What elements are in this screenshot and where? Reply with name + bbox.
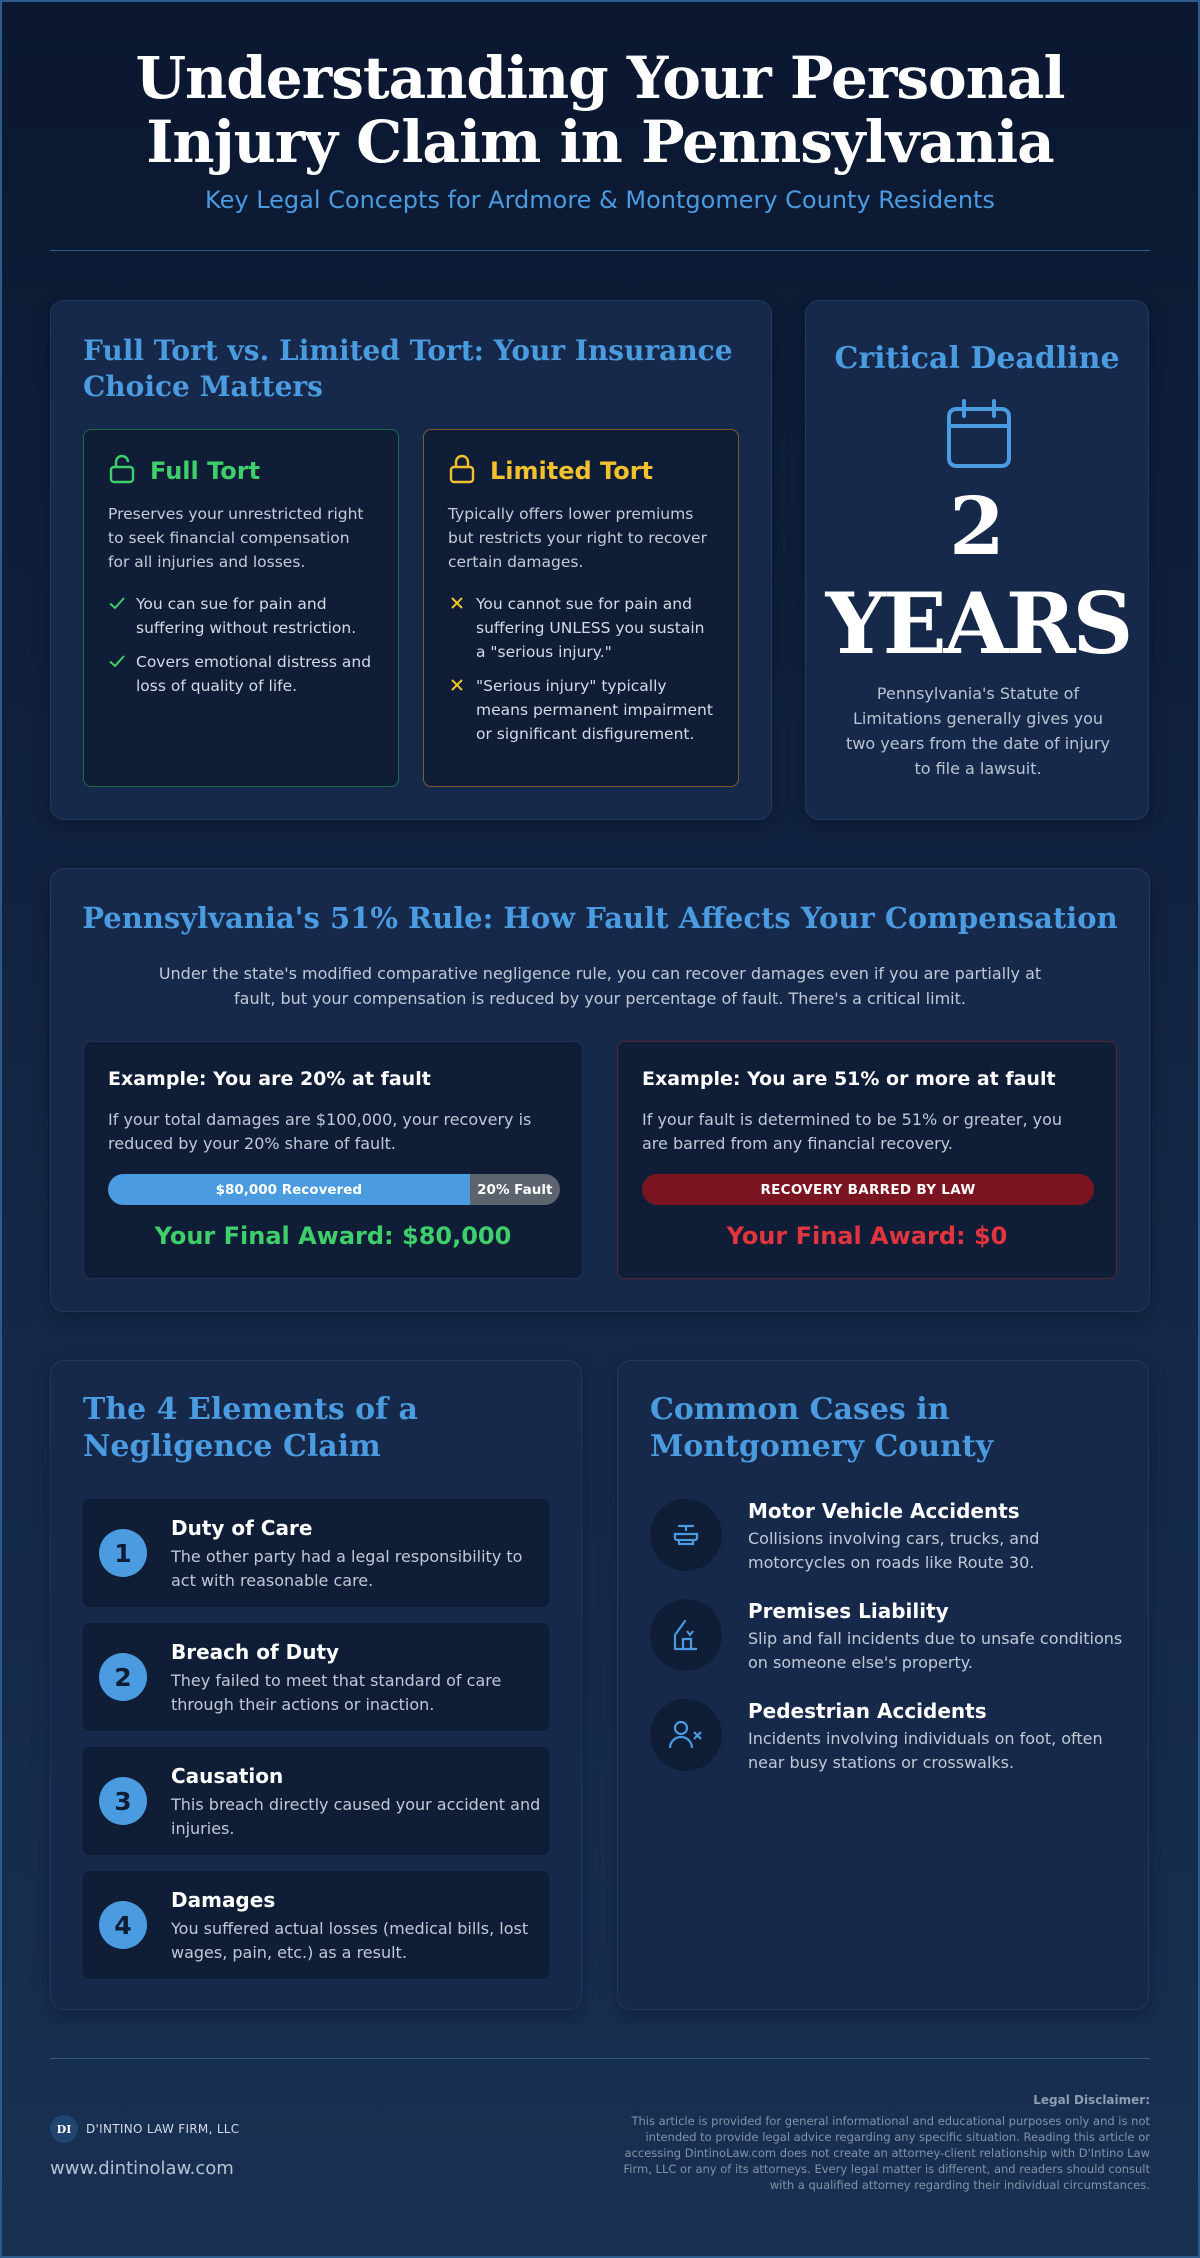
disclaimer-heading: Legal Disclaimer:	[1033, 2093, 1150, 2107]
element-description: This breach directly caused your accident and injuries.	[171, 1795, 541, 1838]
cases-title: Common Cases in Montgomery County	[650, 1392, 994, 1464]
case-description: Collisions involving cars, trucks, and motorcycles on roads like Route 30.	[748, 1529, 1040, 1572]
element-name: Causation	[171, 1764, 284, 1788]
fault-rule-intro: Under the state's modified comparative negligence rule, you can recover damages even if you are partially at fault, but your compensation is reduced by your percentage of fault. There's a critical limit.	[158, 964, 1042, 1008]
x-icon	[448, 592, 466, 664]
firm-name: D'INTINO LAW FIRM, LLC	[86, 2122, 240, 2136]
check-icon	[108, 592, 126, 640]
limited-tort-description: Typically offers lower premiums but restricts your right to recover certain damages.	[448, 505, 707, 571]
element-item	[83, 1871, 549, 1979]
example-20-heading: Example: You are 20% at fault	[108, 1068, 431, 1090]
example-51-card	[617, 1041, 1117, 1279]
calendar-icon	[946, 399, 1012, 473]
example-51-heading: Example: You are 51% or more at fault	[642, 1068, 1056, 1090]
elements-title: The 4 Elements of a Negligence Claim	[83, 1392, 418, 1464]
deadline-description: Pennsylvania's Statute of Limitations generally gives you two years from the date of injury to file a lawsuit.	[846, 684, 1110, 778]
wet-floor-icon	[650, 1599, 722, 1671]
element-description: They failed to meet that standard of care through their actions or inaction.	[171, 1671, 502, 1714]
full-tort-description: Preserves your unrestricted right to seek financial compensation for all injuries and losses.	[108, 505, 364, 571]
footer-divider	[50, 2058, 1150, 2059]
element-item	[83, 1747, 549, 1855]
page-title: Understanding Your Personal Injury Claim in Pennsylvania	[135, 44, 1065, 176]
element-description: The other party had a legal responsibility to act with reasonable care.	[171, 1547, 523, 1590]
limited-tort-bullet	[448, 674, 714, 746]
full-tort-bullet-text: Covers emotional distress and loss of quality of life.	[136, 653, 372, 695]
header-divider	[50, 250, 1150, 251]
full-tort-bullet	[108, 592, 374, 640]
pedestrian-icon	[650, 1699, 722, 1771]
element-name: Damages	[171, 1888, 276, 1912]
fault-segment: 20% Fault	[470, 1174, 560, 1205]
full-tort-card	[83, 429, 399, 787]
limited-tort-card	[423, 429, 739, 787]
case-item	[650, 1499, 1140, 1589]
elements-panel	[50, 1360, 582, 2010]
full-tort-bullet-text: You can sue for pain and suffering without restriction.	[136, 595, 357, 637]
element-name: Duty of Care	[171, 1516, 313, 1540]
case-name: Pedestrian Accidents	[748, 1699, 987, 1723]
cases-panel	[617, 1360, 1149, 2010]
deadline-title: Critical Deadline	[834, 341, 1120, 376]
page-subtitle: Key Legal Concepts for Ardmore & Montgomery County Residents	[205, 186, 995, 214]
recovered-segment: $80,000 Recovered	[108, 1174, 470, 1205]
website-link[interactable]: www.dintinolaw.com	[50, 2158, 234, 2179]
recovery-bar	[108, 1174, 560, 1205]
x-icon	[448, 674, 466, 746]
element-number: 1	[99, 1529, 147, 1577]
fault-rule-panel	[50, 868, 1150, 1312]
lock-icon	[448, 454, 476, 488]
element-number: 4	[99, 1901, 147, 1949]
example-20-text: If your total damages are $100,000, your recovery is reduced by your 20% share of fault.	[108, 1110, 532, 1153]
case-item	[650, 1699, 1140, 1789]
barred-bar	[642, 1174, 1094, 1205]
car-icon	[650, 1499, 722, 1571]
check-icon	[108, 650, 126, 698]
deadline-unit: YEARS	[825, 574, 1131, 673]
limited-tort-label: Limited Tort	[490, 457, 654, 485]
case-name: Motor Vehicle Accidents	[748, 1499, 1020, 1523]
element-number: 3	[99, 1777, 147, 1825]
deadline-panel	[805, 300, 1149, 820]
award-80000: Your Final Award: $80,000	[154, 1222, 512, 1250]
element-number: 2	[99, 1653, 147, 1701]
element-item	[83, 1499, 549, 1607]
case-name: Premises Liability	[748, 1599, 949, 1623]
award-zero: Your Final Award: $0	[726, 1222, 1008, 1250]
firm-logo[interactable]	[50, 2115, 239, 2143]
case-description: Slip and fall incidents due to unsafe conditions on someone else's property.	[748, 1629, 1123, 1672]
example-51-text: If your fault is determined to be 51% or greater, you are barred from any financial recovery.	[642, 1110, 1063, 1153]
element-name: Breach of Duty	[171, 1640, 340, 1664]
element-description: You suffered actual losses (medical bills, lost wages, pain, etc.) as a result.	[171, 1919, 529, 1962]
disclaimer-text: This article is provided for general informational and educational purposes only and is not intended to provide legal advice regarding any specific situation. Reading this article or accessing DintinoLaw.com does not create an attorney-client relationship with D'Intino Law Firm, LLC or any of its attorneys. Every legal matter is different, and readers should consult with a qualified attorney regarding their individual circumstances.	[623, 2114, 1150, 2192]
tort-comparison-panel	[50, 300, 772, 820]
full-tort-label: Full Tort	[150, 457, 261, 485]
element-item	[83, 1623, 549, 1731]
fault-rule-title: Pennsylvania's 51% Rule: How Fault Affects Your Compensation	[82, 901, 1118, 935]
limited-tort-bullet	[448, 592, 714, 664]
tort-panel-title: Full Tort vs. Limited Tort: Your Insurance Choice Matters	[83, 334, 733, 403]
case-item	[650, 1599, 1140, 1689]
firm-logo-mark: DI	[50, 2115, 78, 2143]
barred-bar-label: RECOVERY BARRED BY LAW	[760, 1181, 976, 1198]
limited-tort-bullet-text: "Serious injury" typically means permanent impairment or significant disfigurement.	[476, 677, 713, 743]
unlock-icon	[108, 454, 136, 488]
deadline-number: 2	[949, 479, 1005, 573]
case-description: Incidents involving individuals on foot, often near busy stations or crosswalks.	[748, 1729, 1103, 1772]
limited-tort-bullet-text: You cannot sue for pain and suffering UNLESS you sustain a "serious injury."	[476, 595, 705, 661]
full-tort-bullet	[108, 650, 374, 698]
example-20-card	[83, 1041, 583, 1279]
